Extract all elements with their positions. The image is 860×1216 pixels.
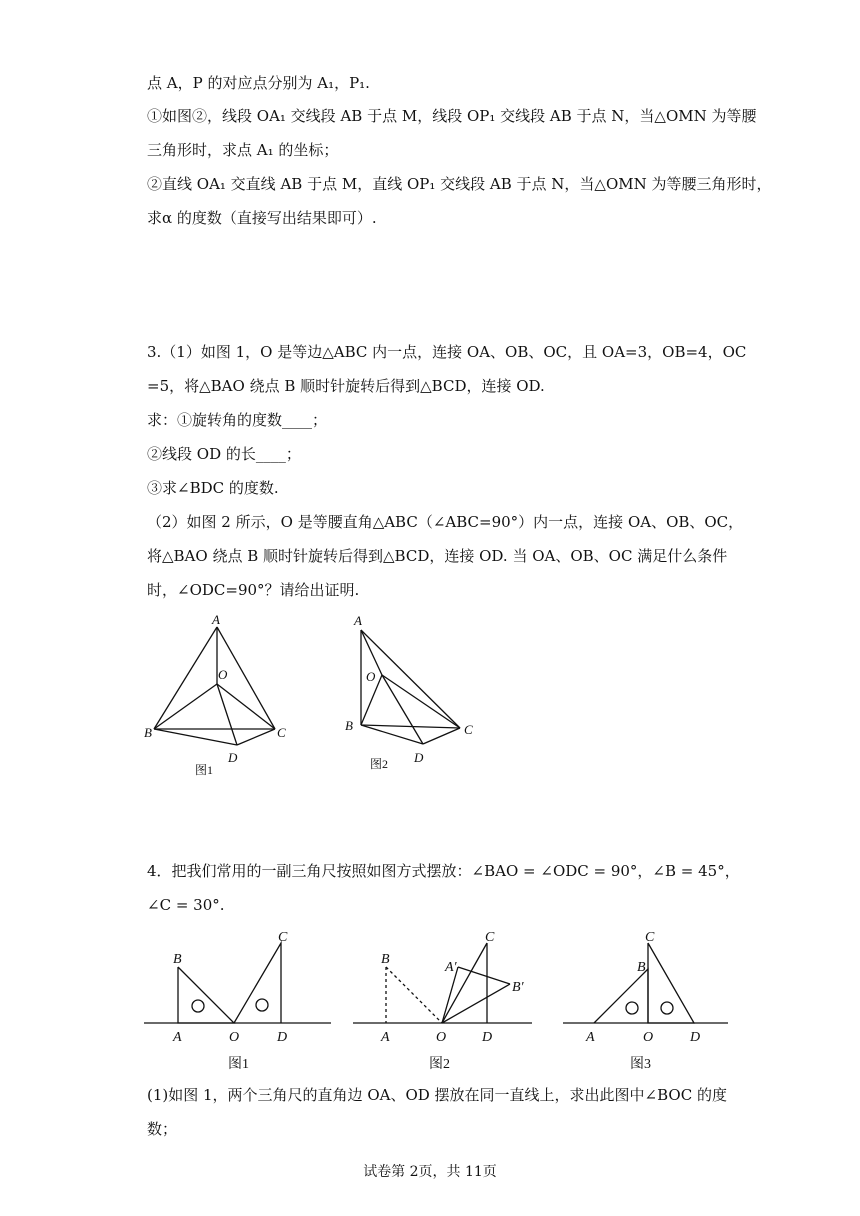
figure-caption: 图2 <box>370 757 389 771</box>
point-label: A <box>586 1030 595 1045</box>
point-label: O <box>436 1030 447 1045</box>
q3-figure-2 <box>340 612 500 792</box>
point-label: B <box>637 960 646 975</box>
point-label: D <box>228 750 238 765</box>
text-line: 点 A，P 的对应点分别为 A₁，P₁. <box>147 74 370 92</box>
point-label: C <box>645 930 655 945</box>
point-label: A <box>173 1030 182 1045</box>
point-label: A <box>354 613 362 628</box>
text-line: =5，将△BAO 绕点 B 顺时针旋转后得到△BCD，连接 OD. <box>147 377 545 395</box>
point-label: B <box>144 725 152 740</box>
figure-caption: 图1 <box>228 1057 249 1072</box>
text-line: ∠C = 30°. <box>147 896 225 914</box>
point-label: B′ <box>512 980 524 995</box>
q4-figure-3 <box>560 925 760 1075</box>
q4-figure-1 <box>140 925 340 1075</box>
point-label: D <box>690 1030 701 1045</box>
point-label: C <box>277 725 286 740</box>
figure-caption: 图3 <box>630 1057 651 1072</box>
text-line: ①如图②，线段 OA₁ 交线段 AB 于点 M，线段 OP₁ 交线段 AB 于点 N，当△OMN 为等腰 <box>147 107 757 125</box>
text-line: 三角形时，求点 A₁ 的坐标； <box>147 141 339 159</box>
text-line: 时，∠ODC=90°？请给出证明. <box>147 581 360 599</box>
q3-figure-1 <box>140 612 300 792</box>
point-label: D <box>414 750 424 765</box>
point-label: C <box>464 722 473 737</box>
q4-figure-2 <box>350 925 550 1075</box>
point-label: O <box>229 1030 240 1045</box>
question-4-text: 4．把我们常用的一副三角尺按照如图方式摆放：∠BAO = ∠ODC = 90°，∠B = 45°， <box>147 862 740 880</box>
text-line: ②线段 OD 的长____； <box>147 445 301 463</box>
text-line: （2）如图 2 所示，O 是等腰直角△ABC（∠ABC=90°）内一点，连接 OA、OB、OC， <box>147 513 744 531</box>
point-label: O <box>218 667 228 682</box>
figure-caption: 图2 <box>429 1057 450 1072</box>
point-label: O <box>643 1030 654 1045</box>
text-line: (1)如图 1，两个三角尺的直角边 OA、OD 摆放在同一直线上，求出此图中∠BOC 的度 <box>147 1086 727 1104</box>
point-label: C <box>485 930 495 945</box>
text-line: ③求∠BDC 的度数. <box>147 479 279 497</box>
point-label: O <box>366 669 376 684</box>
text-line: 将△BAO 绕点 B 顺时针旋转后得到△BCD，连接 OD. 当 OA、OB、OC 满足什么条件 <box>147 547 728 565</box>
question-3-text: 3.（1）如图 1，O 是等边△ABC 内一点，连接 OA、OB、OC，且 OA=3，OB=4，OC <box>147 343 747 361</box>
point-label: B <box>173 952 182 967</box>
point-label: A <box>381 1030 390 1045</box>
text-line: 求α 的度数（直接写出结果即可）. <box>147 209 377 227</box>
point-label: B <box>381 952 390 967</box>
point-label: C <box>278 930 288 945</box>
text-line: ②直线 OA₁ 交直线 AB 于点 M，直线 OP₁ 交线段 AB 于点 N，当△OMN 为等腰三角形时， <box>147 175 772 193</box>
text-line: 数； <box>147 1120 178 1138</box>
point-label: A <box>212 612 220 627</box>
page-footer: 试卷第 2页，共 11页 <box>363 1164 497 1180</box>
figure-caption: 图1 <box>195 763 214 777</box>
point-label: D <box>482 1030 493 1045</box>
point-label: D <box>277 1030 288 1045</box>
point-label: B <box>345 718 353 733</box>
text-line: 求：①旋转角的度数____； <box>147 411 328 429</box>
point-label: A′ <box>445 960 457 975</box>
